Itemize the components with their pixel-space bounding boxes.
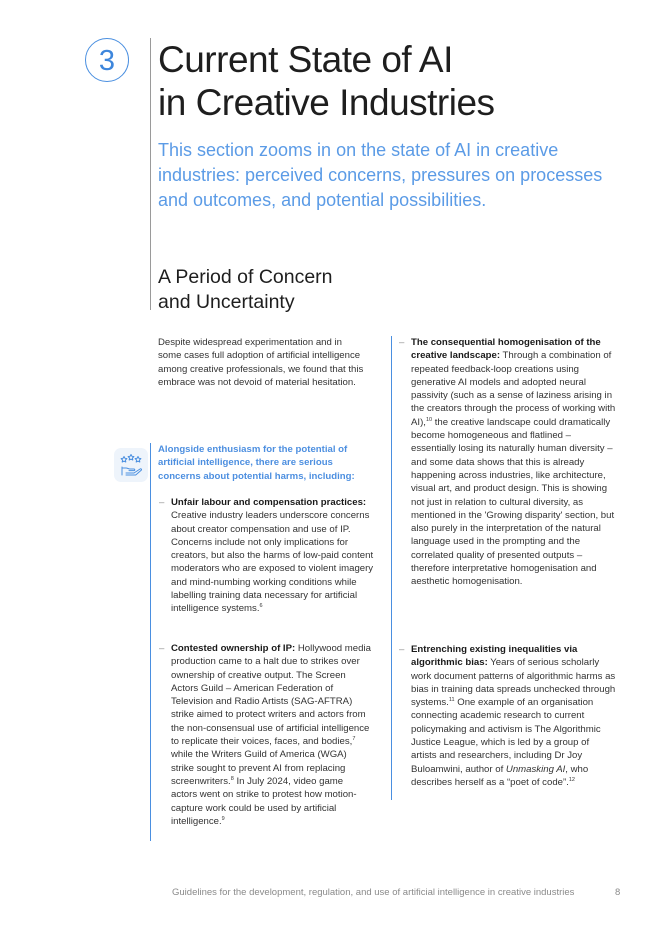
bullet-dash: – — [159, 643, 165, 654]
title-divider — [150, 38, 151, 310]
footnote-ref: 6 — [259, 603, 263, 610]
page-title — [158, 38, 638, 124]
left-column-rule — [150, 443, 151, 841]
section-intro: This section zooms in on the state of AI in creative industries: perceived concerns, pressures on processes and outcomes, and potential possibilities. — [158, 140, 603, 210]
hand-stars-icon — [114, 448, 148, 482]
bullet-contested-ip — [159, 642, 371, 828]
page-title-line2: in Creative Industries — [158, 82, 495, 123]
bullet-text: Hollywood media production came to a halt due to strikes over ownership of creative output. The Screen Actors Guild – American Federation of Television and Radio Artists (SAG-AFTRA) strike aimed to protect writers and actors from the non-consensual use of artificial intelligence to replicate their voices, faces, and bodies, — [171, 643, 371, 748]
bullet-heading: Entrenching existing inequalities via algorithmic bias: — [411, 644, 578, 669]
page-number: 8 — [615, 887, 621, 898]
bullet-heading: Contested ownership of IP: — [171, 643, 296, 654]
bullet-text: while the Writers Guild of America (WGA) strike sought to prevent AI from replacing screenwriters. — [171, 749, 347, 787]
footnote-ref: 9 — [221, 815, 225, 822]
footnote-ref: 7 — [352, 736, 356, 743]
bullet-text: One example of an organisation connecting academic research to current policymaking and activism is The Algorithmic Justice League, which is led by a group of artists and researchers, including Dr Joy Buloamwini, author of — [411, 697, 601, 775]
bullet-dash: – — [159, 497, 165, 508]
bullet-homogenisation — [399, 336, 616, 589]
bullet-text: , who describes herself as a “poet of code”. — [411, 763, 589, 788]
bullet-text: Years of serious scholarly work document patterns of algorithmic harms as bias in training data spreads unchecked through systems. — [411, 657, 616, 709]
footnote-ref: 11 — [448, 697, 455, 704]
footnote-ref: 12 — [568, 776, 575, 783]
bullet-heading: Unfair labour and compensation practices: — [171, 497, 367, 508]
bullet-text: In July 2024, video game actors went on strike to protest how motion-capture work could be used by artificial intelligence. — [171, 775, 357, 827]
footer-title: Guidelines for the development, regulation, and use of artificial intelligence in creative industries — [172, 887, 575, 898]
footnote-ref: 10 — [425, 416, 433, 423]
subsection-heading-line1: A Period of Concern — [158, 266, 333, 288]
subsection-heading-line2: and Uncertainty — [158, 291, 295, 313]
page-title-line1: Current State of AI — [158, 39, 453, 80]
bullet-text: Creative industry leaders underscore concerns about creator compensation and use of IP. Concerns include not only implications for creators, but also the harms of low-paid content moderators who are exposed to violent imagery and mind-numbing working conditions while labelling training data necessary for artificial intelligence systems. — [171, 510, 374, 615]
bullet-algorithmic-bias — [399, 643, 616, 789]
bullet-text: Through a combination of repeated feedback-loop creations using generative AI models and adopted neural passivity (such as a sense of laziness arising in the creators through the process of working with AI), — [411, 350, 616, 428]
bullet-text: the creative landscape could dramatically become homogeneous and flatlined – essentially losing its naturally human diversity – and some data shows that this is already happening across industries, like architecture, visual art, and product design. This is showing not just in relation to cultural diversity, as mentioned in the 'Growing disparity' section, but also purely in the interpretation of the natural language used in the prompting and the correlated quality of presented outputs – therefore interpretative homogenisation and aesthetic homogenisation. — [411, 416, 615, 588]
concerns-callout: Alongside enthusiasm for the potential of artificial intelligence, there are serious concerns about potential harms, including: — [158, 444, 355, 482]
bullet-heading: The consequential homogenisation of the creative landscape: — [411, 337, 601, 362]
bullet-dash: – — [399, 644, 405, 655]
footnote-ref: 8 — [230, 775, 234, 782]
bullet-dash: – — [399, 337, 405, 348]
book-title: Unmasking AI — [505, 763, 566, 775]
subsection-heading — [158, 265, 458, 315]
right-column-rule — [391, 336, 392, 800]
bullet-unfair-labour — [159, 496, 376, 616]
intro-paragraph: Despite widespread experimentation and in some cases full adoption of artificial intelligence among creative professionals, we found that this embrace was not devoid of material hesitation. — [158, 337, 364, 388]
section-number-badge: 3 — [85, 38, 129, 82]
